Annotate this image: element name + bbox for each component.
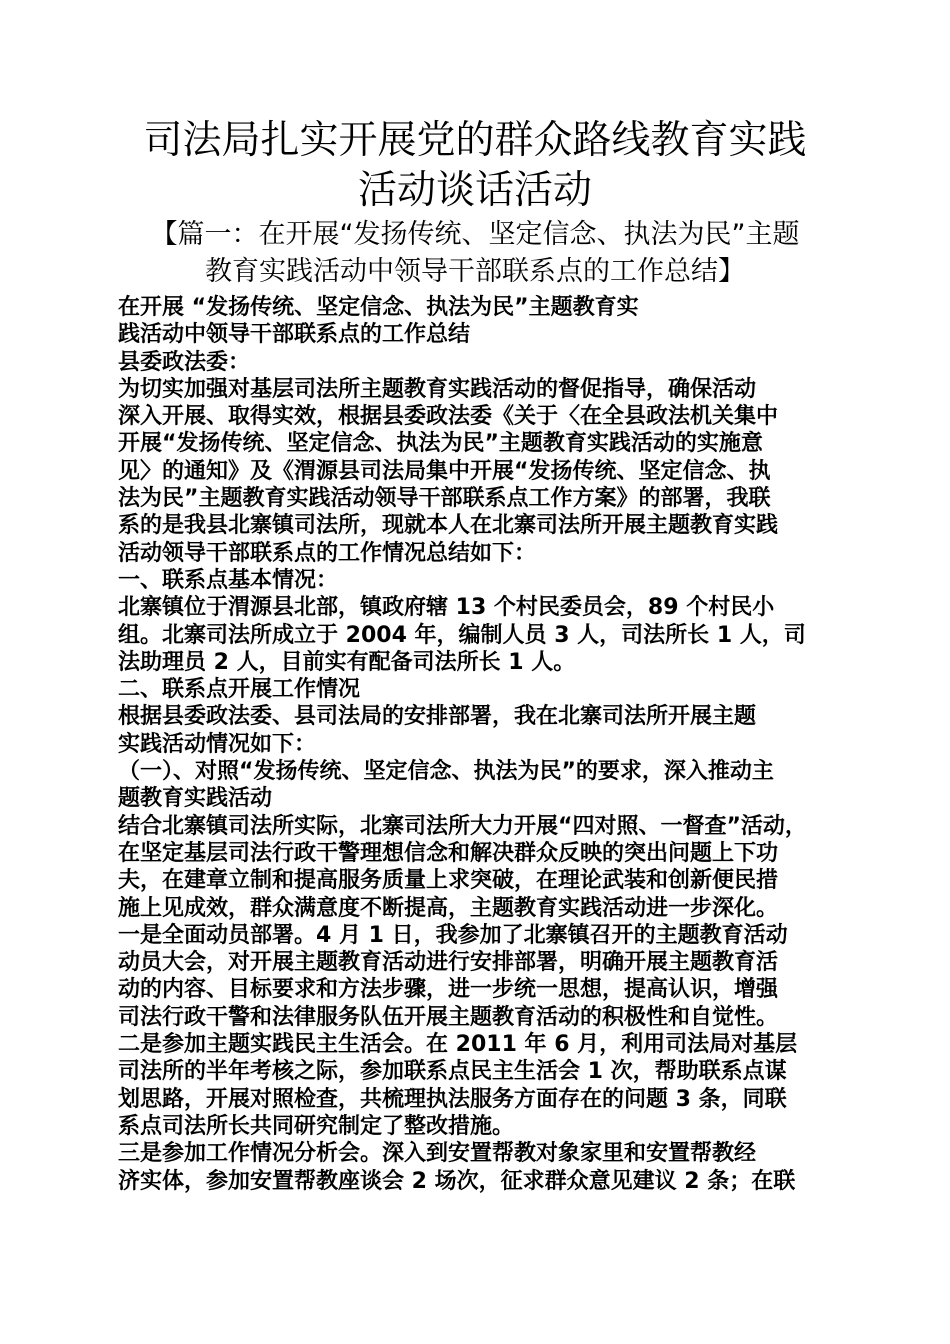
body-text-line: 三是参加工作情况分析会。深入到安置帮教对象家里和安置帮教经 (118, 1141, 757, 1167)
title-line: 活动谈话活动 (357, 168, 592, 213)
body-text-line: 开展“发扬传统、坚定信念、执法为民”主题教育实践活动的实施意 (118, 431, 763, 457)
body-text-line: 一、联系点基本情况： (118, 567, 339, 593)
body-text-line: 北寨镇位于渭源县北部，镇政府辖 13 个村民委员会，89 个村民小 (118, 595, 775, 621)
body-text-line: 一是全面动员部署。4 月 1 日，我参加了北寨镇召开的主题教育活动 (118, 922, 788, 948)
body-text-line: 见〉的通知》及《渭源县司法局集中开展“发扬传统、坚定信念、执 (118, 458, 771, 484)
body-text-line: 夫，在建章立制和提高服务质量上求突破，在理论武装和创新便民措 (118, 868, 779, 894)
body-text-line: 题教育实践活动 (118, 786, 273, 812)
body-text-line: 践活动中领导干部联系点的工作总结 (118, 322, 471, 348)
body-text-line: 为切实加强对基层司法所主题教育实践活动的督促指导，确保活动 (118, 376, 757, 402)
body-text-line: 法助理员 2 人，目前实有配备司法所长 1 人。 (118, 649, 576, 675)
body-text-line: 在坚定基层司法行政干警理想信念和解决群众反映的突出问题上下功 (118, 840, 779, 866)
body-text-line: 系点司法所长共同研究制定了整改措施。 (118, 1113, 515, 1139)
body-text-line: 动的内容、目标要求和方法步骤，进一步统一思想，提高认识，增强 (118, 977, 779, 1003)
body-text-line: 划思路，开展对照检查，共梳理执法服务方面存在的问题 3 条，同联 (118, 1086, 787, 1112)
body-text-line: 在开展 “发扬传统、坚定信念、执法为民”主题教育实 (118, 295, 639, 320)
body-text-line: 司法所的半年考核之际，参加联系点民主生活会 1 次，帮助联系点谋 (118, 1059, 787, 1085)
body-text-line: 深入开展、取得实效，根据县委政法委《关于〈在全县政法机关集中 (118, 404, 779, 430)
body-text-line: （一）、对照“发扬传统、坚定信念、执法为民”的要求，深入推动主 (118, 759, 774, 785)
body-text-line: 法为民”主题教育实践活动领导干部联系点工作方案》的部署，我联 (118, 486, 771, 512)
body-text-line: 动员大会，对开展主题教育活动进行安排部署，明确开展主题教育活 (118, 950, 779, 976)
body-text-line: 二是参加主题实践民主生活会。在 2011 年 6 月，利用司法局对基层 (118, 1032, 798, 1058)
body-text-line: 根据县委政法委、县司法局的安排部署，我在北寨司法所开展主题 (118, 704, 757, 730)
title-line: 司法局扎实开展党的群众路线教育实践 (143, 118, 807, 163)
body-text-line: 组。北寨司法所成立于 2004 年，编制人员 3 人，司法所长 1 人，司 (118, 622, 806, 648)
document-heading (100, 116, 850, 290)
body-text-line: 司法行政干警和法律服务队伍开展主题教育活动的积极性和自觉性。 (118, 1004, 779, 1030)
subtitle-line: 【篇一：在开展“发扬传统、坚定信念、执法为民”主题 (150, 219, 800, 250)
body-text-line: 县委政法委： (118, 349, 251, 375)
body-text-line: 活动领导干部联系点的工作情况总结如下： (118, 540, 537, 566)
document-body (118, 294, 838, 1195)
body-text-line: 二、联系点开展工作情况 (118, 677, 361, 703)
body-text-line: 施上见成效，群众满意度不断提高，主题教育实践活动进一步深化。 (118, 895, 779, 921)
body-text-line: 系的是我县北寨镇司法所，现就本人在北寨司法所开展主题教育实践 (118, 513, 779, 539)
body-text-line: 实践活动情况如下： (118, 731, 317, 757)
subtitle-line: 教育实践活动中领导干部联系点的工作总结】 (205, 256, 745, 287)
body-text-line: 济实体，参加安置帮教座谈会 2 场次，征求群众意见建议 2 条；在联 (118, 1168, 796, 1194)
body-text-line: 结合北寨镇司法所实际，北寨司法所大力开展“四对照、一督查”活动， (118, 813, 807, 839)
